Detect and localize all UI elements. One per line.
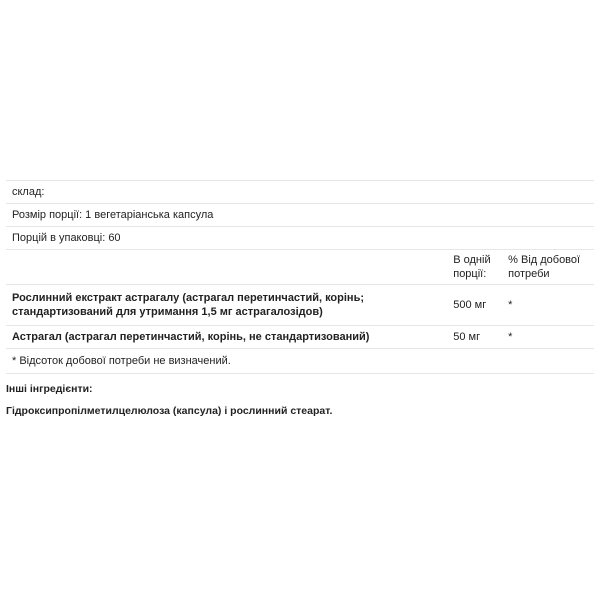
other-ingredients-title: Інші інгредієнти:	[6, 383, 93, 395]
column-header-row	[6, 249, 594, 284]
nutrient-row	[6, 284, 594, 325]
servings-per-container: Порцій в упаковці: 60	[12, 232, 121, 244]
daily-value-column-header: % Від добової потреби	[508, 254, 581, 280]
composition-heading-row	[6, 180, 594, 203]
nutrient-daily-value: *	[508, 331, 513, 343]
composition-heading: склад:	[12, 186, 45, 198]
footnote: * Відсоток добової потреби не визначений.	[12, 355, 231, 367]
servings-per-container-row	[6, 226, 594, 249]
serving-size: Розмір порції: 1 вегетаріанська капсула	[12, 209, 214, 221]
other-ingredients-text: Гідроксипропілметилцелюлоза (капсула) і рослинний стеарат.	[6, 405, 333, 417]
amount-column-header: В одній порції:	[453, 254, 491, 280]
nutrient-amount: 50 мг	[453, 331, 481, 343]
nutrient-daily-value: *	[508, 299, 513, 311]
footnote-row	[6, 348, 594, 374]
nutrient-name: Астрагал (астрагал перетинчастий, корінь, не стандартизований)	[12, 331, 370, 343]
supplement-facts-panel	[6, 180, 594, 374]
nutrient-name: Рослинний екстракт астрагалу (астрагал перетинчастий, корінь; стандартизований для утримання 1,5 мг астрагалозідов)	[12, 292, 364, 318]
nutrient-row	[6, 325, 594, 348]
serving-size-row	[6, 203, 594, 226]
nutrient-amount: 500 мг	[453, 299, 487, 311]
